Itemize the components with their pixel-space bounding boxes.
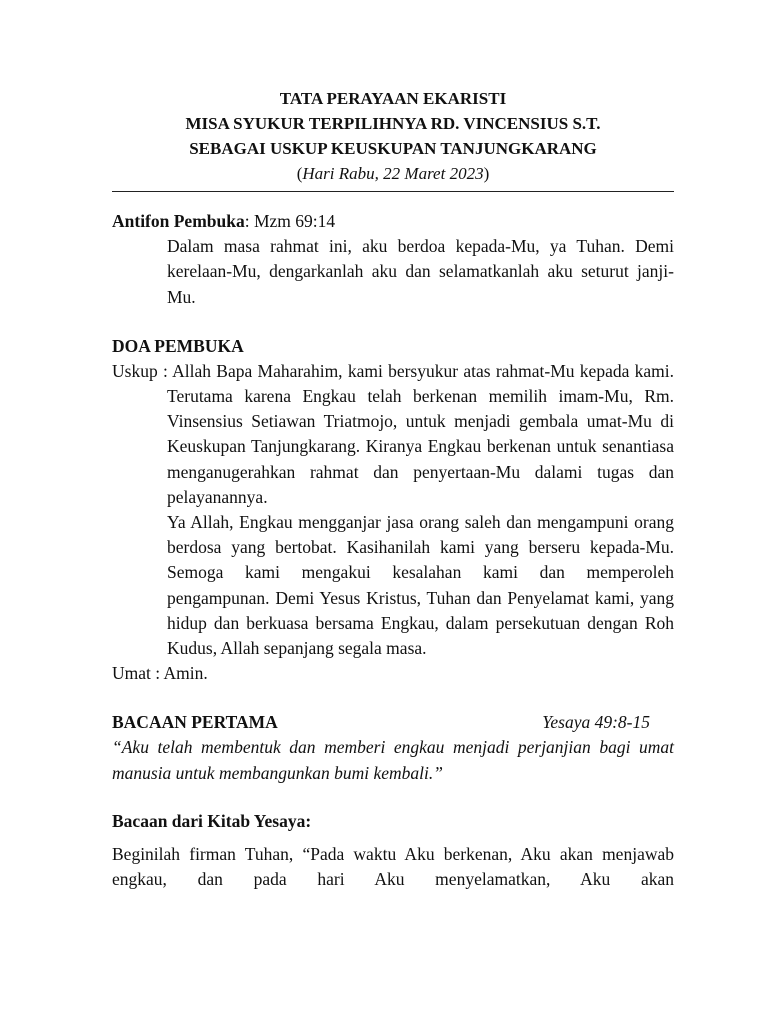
antifon-ref: : Mzm 69:14 (244, 211, 336, 231)
header-title-line-2: MISA SYUKUR TERPILIHNYA RD. VINCENSIUS S.T. (185, 114, 601, 133)
antifon-label: Antifon Pembuka (112, 211, 245, 231)
document-header (112, 86, 674, 186)
date-close-paren: ) (483, 164, 490, 183)
header-divider (112, 191, 674, 192)
antifon-heading (112, 209, 674, 234)
document-page (112, 86, 674, 892)
bacaan-pertama-heading: BACAAN PERTAMA (112, 712, 278, 733)
doa-pembuka-heading: DOA PEMBUKA (112, 335, 244, 356)
header-title-line-3: SEBAGAI USKUP KEUSKUPAN TANJUNGKARANG (189, 139, 597, 158)
doa-pembuka-section (112, 334, 674, 687)
date-open-paren: ( (296, 164, 303, 183)
umat-response: Umat : Amin. (112, 663, 208, 684)
doa-pembuka-para-1: Uskup : Allah Bapa Maharahim, kami bersyukur atas rahmat-Mu kepada kami. Terutama karena Engkau telah berkenan memilih imam-Mu, Rm. Vinsensius Setiawan Triatmojo, untuk menjadi gembala umat-Mu di Keuskupan Tanjungkarang. Kiranya Engkau berkenan untuk senantiasa menganugerahkan rahmat dan penyertaan-Mu dalami tugas dan pelayanannya. (112, 360, 674, 507)
doa-pembuka-para-2: Ya Allah, Engkau mengganjar jasa orang saleh dan mengampuni orang berdosa yang bertobat. Kasihanilah kami yang berseru kepada-Mu. Semoga kami mengakui kesalahan kami dan memperoleh pengampunan. Demi Yesus Kristus, Tuhan dan Penyelamat kami, yang hidup dan berkuasa bersama Engkau, dalam persekutuan dengan Roh Kudus, Allah sepanjang segala masa. (167, 512, 674, 659)
bacaan-pertama-heading-row (112, 710, 674, 735)
date-text: Hari Rabu, 22 Maret 2023 (302, 164, 484, 183)
bacaan-pertama-ref: Yesaya 49:8-15 (542, 712, 650, 733)
bacaan-pertama-subheading: Bacaan dari Kitab Yesaya: (112, 810, 312, 831)
header-title-line-1: TATA PERAYAAN EKARISTI (279, 89, 507, 108)
header-date (112, 161, 674, 186)
bacaan-pertama-quote: “Aku telah membentuk dan memberi engkau menjadi perjanjian bagi umat manusia untuk membangunkan bumi kembali.” (112, 737, 674, 783)
bacaan-pertama-text: Beginilah firman Tuhan, “Pada waktu Aku berkenan, Aku akan menjawab engkau, dan pada hari Aku menyelamatkan, Aku akan (112, 843, 674, 890)
bacaan-pertama-section (112, 710, 674, 892)
antifon-section (112, 209, 674, 310)
antifon-text: Dalam masa rahmat ini, aku berdoa kepada-Mu, ya Tuhan. Demi kerelaan-Mu, dengarkanlah aku dan selamatkanlah aku seturut janji-Mu. (167, 236, 674, 307)
